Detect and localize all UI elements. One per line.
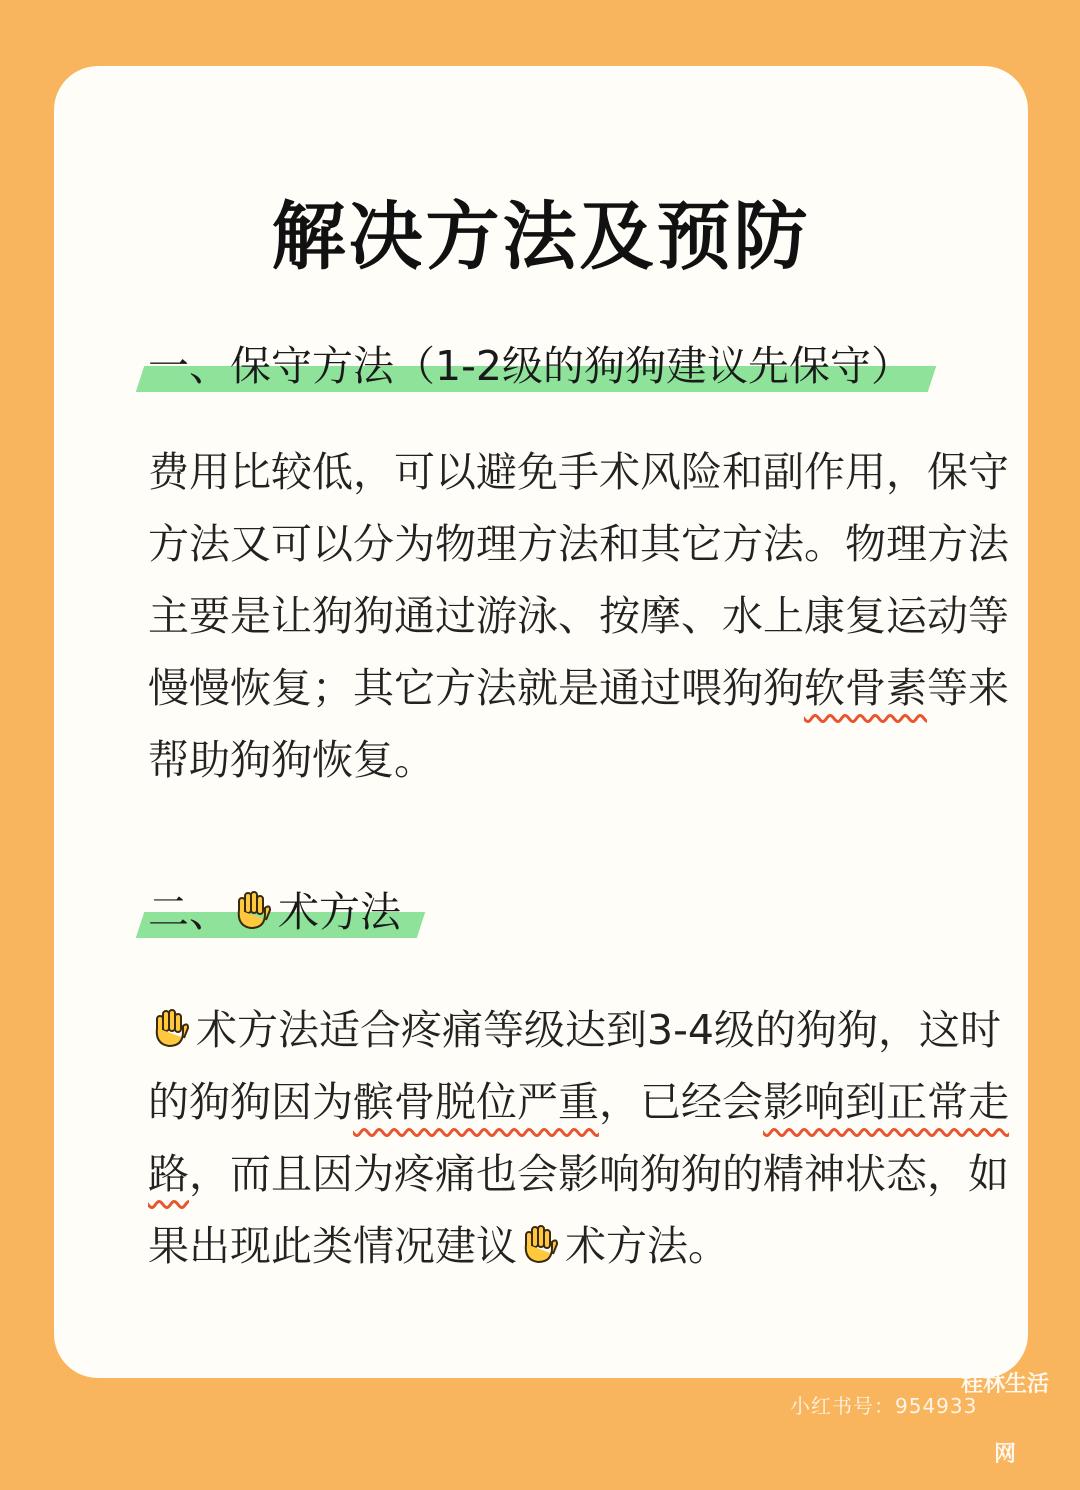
raised-hand-icon (230, 888, 274, 932)
raised-hand-icon (148, 1006, 192, 1050)
section2-text-d: 术方法。 (565, 1222, 729, 1270)
page-title: 解决方法及预防 (271, 194, 811, 280)
section2-heading-suffix: 术方法 (278, 888, 401, 936)
keyword-affects-walking: 影响到正常走路 (148, 1078, 1009, 1198)
section2-text-b: ，已经会 (599, 1078, 763, 1126)
section1-text-b: 等来帮助狗狗恢复。 (148, 664, 1009, 784)
section2-heading-prefix: 二、 (148, 888, 230, 936)
site-logo-watermark: 桂林生活网 (960, 1372, 1049, 1467)
section2-text-a: 术方法适合疼痛等级达到3-4级的狗狗，这时的狗狗因为 (148, 1006, 1001, 1126)
section1-heading (140, 338, 924, 394)
section2-text-c: ，而且因为疼痛也会影响狗狗的精神状态，如果出现此类情况建议 (148, 1150, 1009, 1270)
section2-paragraph (148, 994, 1028, 1282)
section1-text-a: 费用比较低，可以避免手术风险和副作用，保守方法又可以分为物理方法和其它方法。物理方法主要是让狗狗通过游泳、按摩、水上康复运动等慢慢恢复；其它方法就是通过喂狗狗 (148, 448, 1009, 712)
keyword-patella-luxation: 髌骨脱位严重 (353, 1078, 599, 1126)
xiaohongshu-id-watermark: 小红书号：954933 (790, 1394, 978, 1418)
keyword-chondroitin: 软骨素 (804, 664, 927, 712)
section2-heading (140, 884, 413, 940)
section1-paragraph (148, 436, 1028, 796)
raised-hand-icon (517, 1222, 561, 1266)
section1-heading-text: 一、保守方法（1-2级的狗狗建议先保守） (148, 342, 912, 390)
content-card (54, 66, 1028, 1378)
